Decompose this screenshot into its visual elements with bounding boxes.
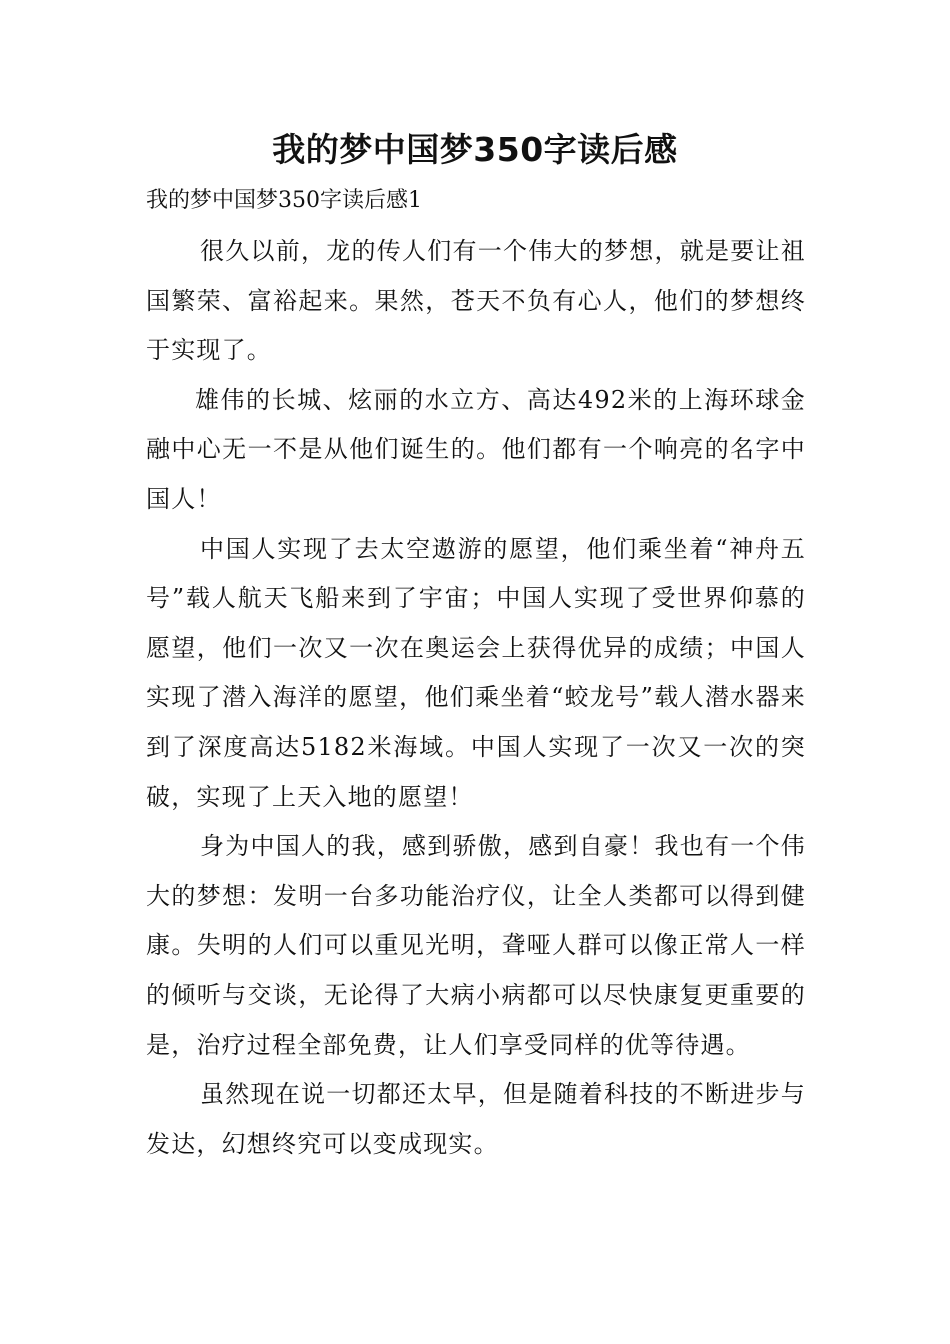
document-title: 我的梦中国梦350字读后感 [272, 130, 678, 169]
paragraph-2: 雄伟的长城、炫丽的水立方、高达492米的上海环球金融中心无一不是从他们诞生的。他们都有一个响亮的名字中国人！ [146, 385, 806, 513]
document-body [146, 227, 806, 1169]
document-subtitle: 我的梦中国梦350字读后感1 [146, 188, 422, 213]
paragraph-5: 虽然现在说一切都还太早，但是随着科技的不断进步与发达，幻想终究可以变成现实。 [146, 1080, 806, 1158]
paragraph-3: 中国人实现了去太空遨游的愿望，他们乘坐着“神舟五号”载人航天飞船来到了宇宙；中国人实现了受世界仰慕的愿望，他们一次又一次在奥运会上获得优异的成绩；中国人实现了潜入海洋的愿望，他们乘坐着“蛟龙号”载人潜水器来到了深度高达5182米海域。中国人实现了一次又一次的突破，实现了上天入地的愿望！ [146, 534, 806, 811]
paragraph-4: 身为中国人的我，感到骄傲，感到自豪！我也有一个伟大的梦想：发明一台多功能治疗仪，让全人类都可以得到健康。失明的人们可以重见光明，聋哑人群可以像正常人一样的倾听与交谈，无论得了大病小病都可以尽快康复更重要的是，治疗过程全部免费，让人们享受同样的优等待遇。 [146, 832, 806, 1059]
paragraph-1: 很久以前，龙的传人们有一个伟大的梦想，就是要让祖国繁荣、富裕起来。果然，苍天不负有心人，他们的梦想终于实现了。 [146, 237, 806, 365]
